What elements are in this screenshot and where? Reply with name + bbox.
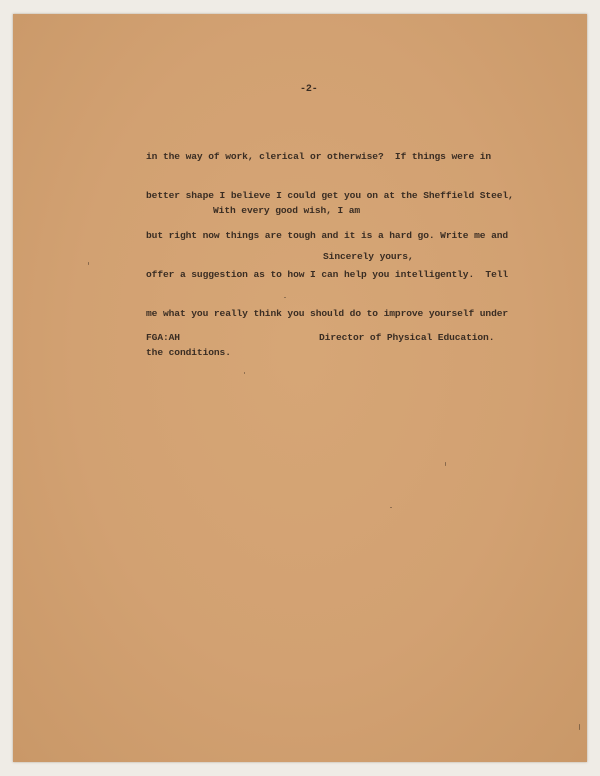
paper-speck — [390, 507, 392, 508]
closing-wish: With every good wish, I am — [213, 205, 361, 216]
body-line: me what you really think you should do to improve yourself under — [146, 308, 509, 320]
paper-speck — [88, 262, 89, 265]
body-line: the conditions. — [146, 347, 231, 359]
paper-speck — [445, 462, 446, 466]
valediction: Sincerely yours, — [323, 251, 414, 262]
signer-title: Director of Physical Education. — [319, 332, 495, 343]
paper-speck — [579, 724, 580, 730]
paper-speck — [244, 372, 245, 374]
body-line: better shape I believe I could get you on at the Sheffield Steel, — [146, 190, 514, 202]
reference-initials: FGA:AH — [146, 332, 180, 343]
paper-speck — [284, 297, 286, 298]
body-line: offer a suggestion as to how I can help you intelligently. Tell — [146, 268, 509, 280]
page-number: -2- — [300, 84, 318, 95]
body-line: in the way of work, clerical or otherwise? If things were in — [146, 151, 492, 162]
body-line: but right now things are tough and it is a hard go. Write me and — [146, 229, 509, 241]
